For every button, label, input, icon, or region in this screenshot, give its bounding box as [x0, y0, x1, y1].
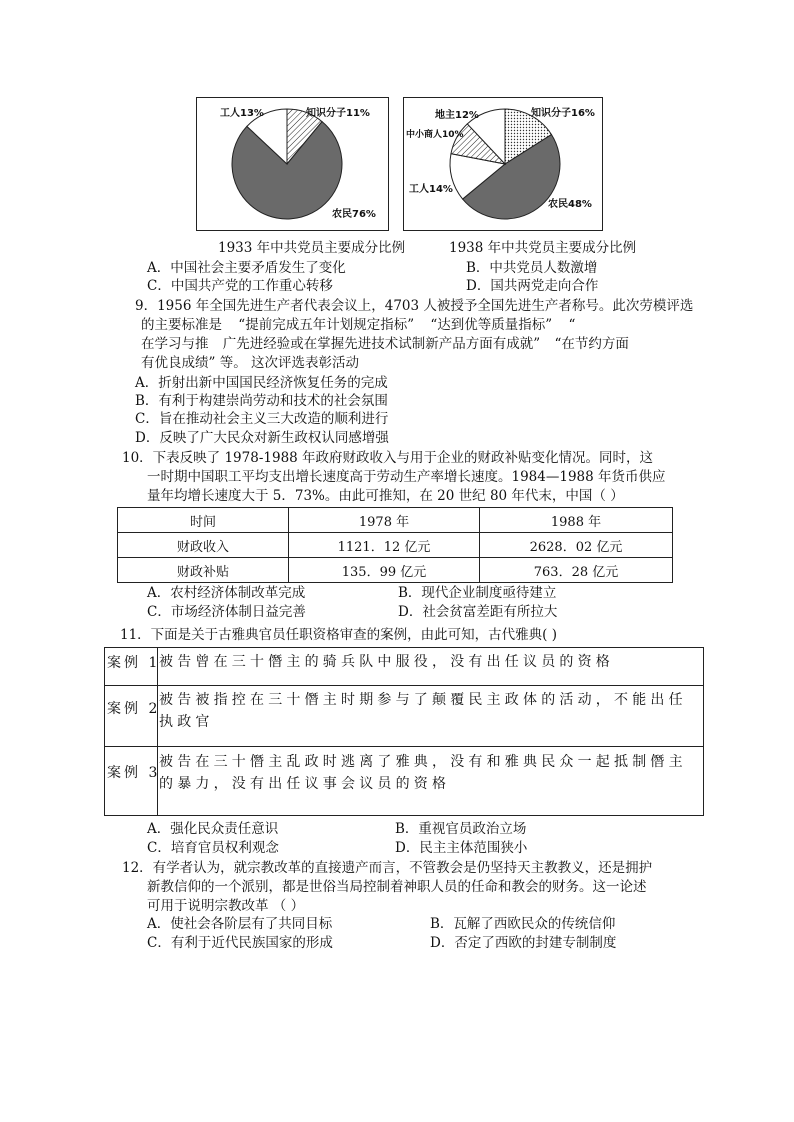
pie-1938-label-merchants: 中小商人10% [406, 130, 464, 140]
q10-option-d: D．社会贫富差距有所拉大 [398, 604, 558, 620]
q10-option-a: A．农村经济体制改革完成 [147, 585, 306, 601]
q12-option-a: A．使社会各阶层有了共同目标 [147, 916, 333, 932]
q8-option-b: B．中共党员人数激增 [466, 260, 598, 276]
q12-option-d: D．否定了西欧的封建专制制度 [430, 935, 617, 951]
q8-option-a: A．中国社会主要矛盾发生了变化 [147, 260, 346, 276]
q11-option-d: D．民主主体范围狭小 [395, 840, 528, 856]
pie-1938-label-peasants: 农民48% [548, 199, 592, 210]
pie-chart-1938 [450, 109, 560, 219]
table-header-cell: 1988 年 [480, 508, 673, 533]
case-table-rule [105, 685, 703, 686]
pie-1933-label-intellectuals: 知识分子11% [306, 108, 370, 119]
q9-option-a: A．折射出新中国国民经济恢复任务的完成 [135, 375, 388, 391]
pie-1938-label-intellectuals: 知识分子16% [531, 108, 595, 119]
q9-option-d: D．反映了广大民众对新生政权认同感增强 [135, 430, 389, 446]
table-header-cell: 时间 [118, 508, 289, 533]
case-text: 被告在三十僭主乱政时逃离了雅典，没有和雅典民众一起抵制僭主的暴力，没有出任议事会议员的资格 [159, 754, 687, 792]
q11-option-a: A．强化民众责任意识 [147, 821, 279, 837]
pie-1933-label-workers: 工人13% [220, 108, 264, 119]
q12-stem-line2: 新教信仰的一个派别，都是世俗当局控制着神职人员的任命和教会的财务。这一论述 [147, 879, 647, 895]
table-header-row [118, 508, 673, 533]
q11-option-c: C．培育官员权利观念 [147, 840, 279, 856]
case-table-divider [157, 648, 158, 815]
table-row [118, 558, 673, 583]
q12-stem-line3: 可用于说明宗教改革 （ ） [147, 898, 305, 914]
chart-1938-caption: 1938 年中共党员主要成分比例 [449, 240, 637, 256]
fiscal-table [117, 507, 673, 583]
case-table-rule [105, 746, 703, 747]
table-row [118, 533, 673, 558]
q10-stem-line2: 一时期中国职工平均支出增长速度高于劳动生产率增长速度。1984—1988 年货币供应 [147, 469, 666, 485]
q12-option-b: B．瓦解了西欧民众的传统信仰 [430, 916, 616, 932]
q11-stem: 11．下面是关于古雅典官员任职资格审查的案例，由此可知，古代雅典( ) [120, 627, 558, 643]
pie-chart-1933 [232, 109, 342, 219]
q10-option-b: B．现代企业制度亟待建立 [398, 585, 557, 601]
q12-option-c: C．有利于近代民族国家的形成 [147, 935, 333, 951]
q9-stem-line1: 9．1956 年全国先进生产者代表会议上，4703 人被授予全国先进生产者称号。此次劳模评选 [135, 298, 694, 314]
table-cell: 2628．02 亿元 [480, 533, 673, 558]
table-cell: 财政收入 [118, 533, 289, 558]
q11-option-b: B．重视官员政治立场 [395, 821, 527, 837]
q8-option-d: D．国共两党走向合作 [466, 278, 599, 294]
table-cell: 财政补贴 [118, 558, 289, 583]
q12-stem-line1: 12．有学者认为，就宗教改革的直接遗产而言，不管教会是仍坚持天主教教义，还是拥护 [122, 860, 653, 876]
table-header-cell: 1978 年 [289, 508, 480, 533]
table-cell: 1121．12 亿元 [289, 533, 480, 558]
table-cell: 763．28 亿元 [480, 558, 673, 583]
q9-option-b: B．有利于构建崇尚劳动和技术的社会氛围 [135, 393, 388, 409]
q9-stem-line2: 的主要标准是 “提前完成五年计划规定指标” “达到优等质量指标” “ [141, 317, 576, 333]
q10-option-c: C．市场经济体制日益完善 [147, 604, 306, 620]
pie-1938-label-workers: 工人14% [409, 184, 453, 195]
case-text: 被告被指控在三十僭主时期参与了颠覆民主政体的活动，不能出任执政官 [159, 692, 687, 730]
pie-charts [0, 0, 794, 240]
pie-1938-label-landlords: 地主12% [435, 110, 479, 121]
table-cell: 135．99 亿元 [289, 558, 480, 583]
case-label: 案例 1 [107, 655, 161, 671]
case-text: 被告曾在三十僭主的骑兵队中服役，没有出任议员的资格 [159, 654, 614, 670]
case-label: 案例 3 [107, 765, 161, 781]
q10-stem-line3: 量年均增长速度大于 5．73%。由此可推知，在 20 世纪 80 年代末，中国（ ） [147, 488, 624, 504]
pie-1933-label-peasants: 农民76% [332, 209, 376, 220]
q9-stem-line4: 有优良成绩” 等。 这次评选表彰活动 [141, 355, 359, 371]
case-table [104, 647, 704, 816]
q10-stem-line1: 10．下表反映了 1978-1988 年政府财政收入与用于企业的财政补贴变化情况。同时，这 [122, 450, 654, 466]
q9-stem-line3: 在学习与推 广先进经验或在掌握先进技术试制新产品方面有成就” “在节约方面 [141, 336, 629, 352]
q8-option-c: C．中国共产党的工作重心转移 [147, 278, 333, 294]
case-label: 案例 2 [107, 701, 161, 717]
q9-option-c: C．旨在推动社会主义三大改造的顺利进行 [135, 411, 389, 427]
chart-1933-caption: 1933 年中共党员主要成分比例 [218, 240, 406, 256]
